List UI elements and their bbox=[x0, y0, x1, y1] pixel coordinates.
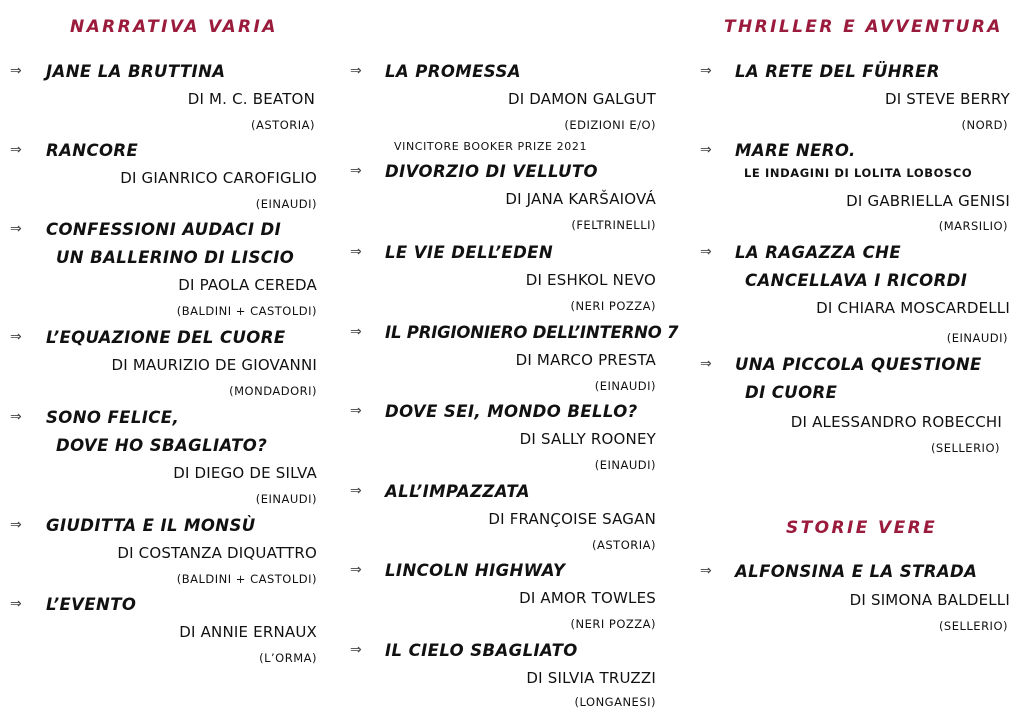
book-author: DI COSTANZA DIQUATTRO bbox=[117, 544, 317, 562]
arrow-right-icon: ⇒ bbox=[700, 563, 712, 579]
arrow-right-icon: ⇒ bbox=[350, 244, 362, 260]
book-publisher: (MONDADORI) bbox=[229, 384, 317, 398]
arrow-right-icon: ⇒ bbox=[350, 562, 362, 578]
book-publisher: (FELTRINELLI) bbox=[571, 218, 656, 232]
book-publisher: (ASTORIA) bbox=[251, 118, 315, 132]
book-title: LA RETE DEL FÜHRER bbox=[735, 62, 940, 81]
book-title: JANE LA BRUTTINA bbox=[46, 62, 226, 81]
arrow-right-icon: ⇒ bbox=[700, 356, 712, 372]
book-author: DI FRANÇOISE SAGAN bbox=[488, 510, 656, 528]
book-title: SONO FELICE, bbox=[46, 408, 180, 427]
book-title: IL PRIGIONIERO DELL’INTERNO 7 bbox=[385, 323, 679, 342]
arrow-right-icon: ⇒ bbox=[350, 483, 362, 499]
book-title: ALL’IMPAZZATA bbox=[385, 482, 530, 501]
book-title-line2: UN BALLERINO DI LISCIO bbox=[56, 248, 295, 267]
book-title: DOVE SEI, MONDO BELLO? bbox=[385, 402, 638, 421]
book-author: DI JANA KARŠAIOVÁ bbox=[505, 190, 656, 208]
arrow-right-icon: ⇒ bbox=[10, 329, 22, 345]
book-author: DI ANNIE ERNAUX bbox=[179, 623, 317, 641]
book-author: DI MAURIZIO DE GIOVANNI bbox=[111, 356, 317, 374]
book-author: DI AMOR TOWLES bbox=[519, 589, 656, 607]
book-title: L’EVENTO bbox=[46, 595, 137, 614]
book-publisher: (EINAUDI) bbox=[946, 331, 1008, 345]
book-publisher: (LONGANESI) bbox=[574, 695, 656, 709]
book-title: L’EQUAZIONE DEL CUORE bbox=[46, 328, 286, 347]
book-title: LE VIE DELL’EDEN bbox=[385, 243, 554, 262]
book-author: DI M. C. BEATON bbox=[187, 90, 315, 108]
book-publisher: (EINAUDI) bbox=[594, 458, 656, 472]
book-title: DIVORZIO DI VELLUTO bbox=[385, 162, 598, 181]
book-publisher: (EINAUDI) bbox=[255, 197, 317, 211]
book-publisher: (NERI POZZA) bbox=[570, 299, 656, 313]
arrow-right-icon: ⇒ bbox=[10, 596, 22, 612]
book-author: DI DIEGO DE SILVA bbox=[173, 464, 317, 482]
section-heading-narrativa-varia: NARRATIVA VARIA bbox=[70, 17, 278, 37]
book-author: DI PAOLA CEREDA bbox=[178, 276, 317, 294]
arrow-right-icon: ⇒ bbox=[10, 221, 22, 237]
arrow-right-icon: ⇒ bbox=[700, 244, 712, 260]
book-publisher: (EINAUDI) bbox=[594, 379, 656, 393]
book-title: CONFESSIONI AUDACI DI bbox=[46, 220, 282, 239]
book-title: LA PROMESSA bbox=[385, 62, 521, 81]
book-publisher: (BALDINI + CASTOLDI) bbox=[176, 304, 317, 318]
book-author: DI SALLY ROONEY bbox=[519, 430, 656, 448]
arrow-right-icon: ⇒ bbox=[10, 142, 22, 158]
arrow-right-icon: ⇒ bbox=[700, 63, 712, 79]
book-title-line2: DI CUORE bbox=[745, 383, 838, 402]
book-title-line2: DOVE HO SBAGLIATO? bbox=[56, 436, 268, 455]
book-publisher: (SELLERIO) bbox=[930, 441, 1000, 455]
book-publisher: (ASTORIA) bbox=[592, 538, 656, 552]
book-title: GIUDITTA E IL MONSÙ bbox=[46, 516, 256, 535]
book-title: UNA PICCOLA QUESTIONE bbox=[735, 355, 982, 374]
book-author: DI GABRIELLA GENISI bbox=[846, 192, 1010, 210]
arrow-right-icon: ⇒ bbox=[700, 142, 712, 158]
book-author: DI GIANRICO CAROFIGLIO bbox=[120, 169, 317, 187]
book-title: IL CIELO SBAGLIATO bbox=[385, 641, 578, 660]
arrow-right-icon: ⇒ bbox=[10, 409, 22, 425]
book-publisher: (EDIZIONI E/O) bbox=[564, 118, 656, 132]
book-author: DI ESHKOL NEVO bbox=[525, 271, 656, 289]
arrow-right-icon: ⇒ bbox=[350, 324, 362, 340]
section-heading-thriller-avventura: THRILLER E AVVENTURA bbox=[724, 17, 1003, 37]
book-title: ALFONSINA E LA STRADA bbox=[735, 562, 978, 581]
series-note: LE INDAGINI DI LOLITA LOBOSCO bbox=[744, 166, 973, 180]
book-title: MARE NERO. bbox=[735, 141, 856, 160]
award-note: VINCITORE BOOKER PRIZE 2021 bbox=[394, 140, 588, 153]
book-author: DI CHIARA MOSCARDELLI bbox=[816, 299, 1010, 317]
book-author: DI DAMON GALGUT bbox=[507, 90, 656, 108]
arrow-right-icon: ⇒ bbox=[350, 63, 362, 79]
book-title-line2: CANCELLAVA I RICORDI bbox=[745, 271, 968, 290]
arrow-right-icon: ⇒ bbox=[10, 63, 22, 79]
book-author: DI STEVE BERRY bbox=[884, 90, 1010, 108]
book-publisher: (MARSILIO) bbox=[938, 219, 1008, 233]
arrow-right-icon: ⇒ bbox=[350, 163, 362, 179]
book-title: RANCORE bbox=[46, 141, 139, 160]
book-author: DI SIMONA BALDELLI bbox=[849, 591, 1010, 609]
arrow-right-icon: ⇒ bbox=[350, 642, 362, 658]
book-author: DI ALESSANDRO ROBECCHI bbox=[790, 413, 1002, 431]
section-heading-storie-vere: STORIE VERE bbox=[786, 518, 938, 538]
book-author: DI MARCO PRESTA bbox=[515, 351, 656, 369]
book-title: LINCOLN HIGHWAY bbox=[385, 561, 566, 580]
book-publisher: (NERI POZZA) bbox=[570, 617, 656, 631]
arrow-right-icon: ⇒ bbox=[10, 517, 22, 533]
book-publisher: (SELLERIO) bbox=[938, 619, 1008, 633]
book-publisher: (NORD) bbox=[961, 118, 1008, 132]
book-title: LA RAGAZZA CHE bbox=[735, 243, 902, 262]
book-publisher: (L’ORMA) bbox=[259, 651, 317, 665]
book-author: DI SILVIA TRUZZI bbox=[526, 669, 656, 687]
book-publisher: (EINAUDI) bbox=[255, 492, 317, 506]
book-publisher: (BALDINI + CASTOLDI) bbox=[176, 572, 317, 586]
arrow-right-icon: ⇒ bbox=[350, 403, 362, 419]
